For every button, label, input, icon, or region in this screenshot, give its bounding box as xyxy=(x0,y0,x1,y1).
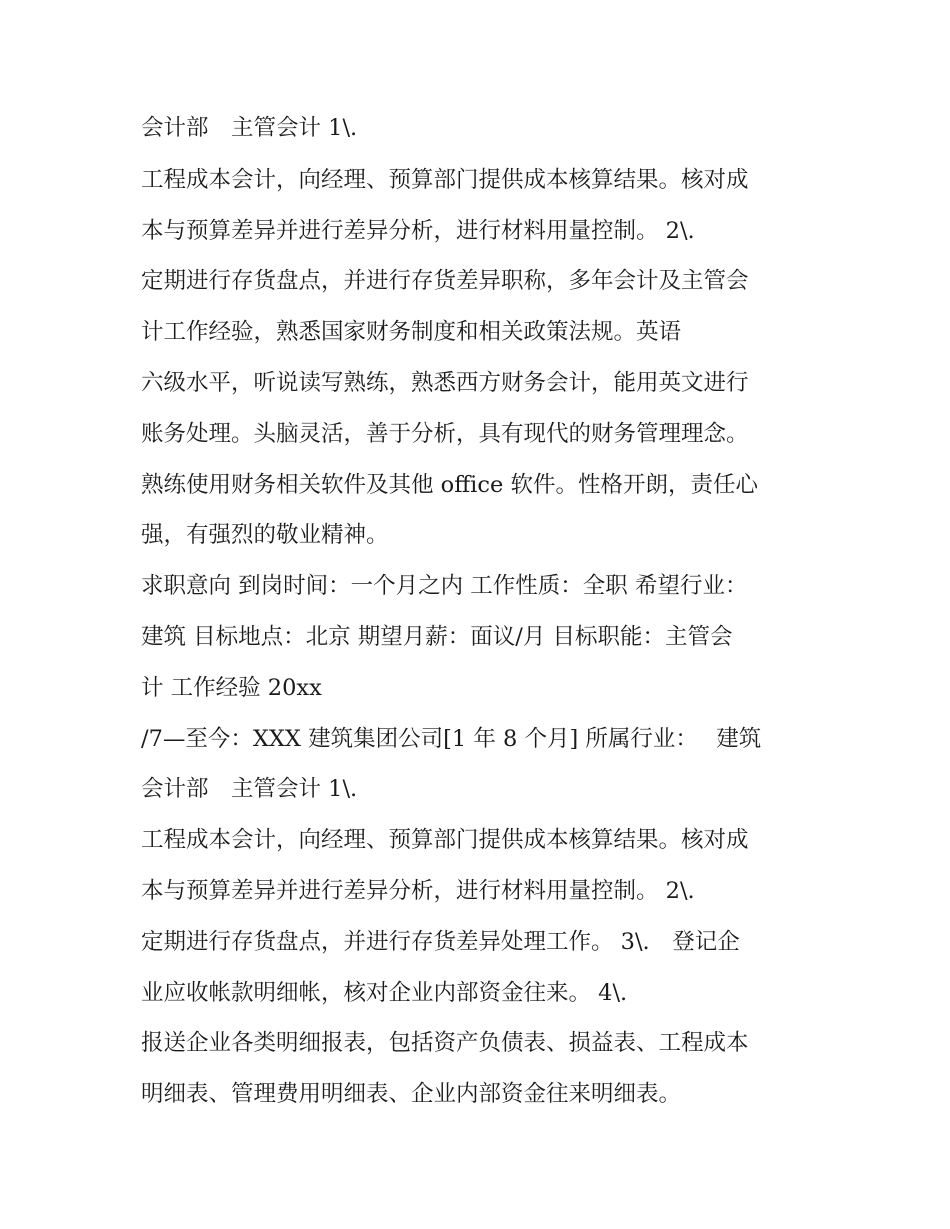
text-line: 工程成本会计，向经理、预算部门提供成本核算结果。核对成 xyxy=(141,167,749,193)
text-line: 强，有强烈的敬业精神。 xyxy=(141,522,389,548)
text-line: 工程成本会计，向经理、预算部门提供成本核算结果。核对成 xyxy=(141,827,749,853)
text-line: 求职意向 到岗时间：一个月之内 工作性质：全职 希望行业： xyxy=(141,573,748,599)
text-line: 定期进行存货盘点，并进行存货差异处理工作。 3\. 登记企 xyxy=(141,929,740,955)
text-line: 本与预算差异并进行差异分析，进行材料用量控制。 2\. xyxy=(141,878,695,904)
text-line: /7—至今：XXX 建筑集团公司[1 年 8 个月] 所属行业： 建筑 xyxy=(141,726,762,752)
text-line: 本与预算差异并进行差异分析，进行材料用量控制。 2\. xyxy=(141,218,695,244)
text-line: 熟练使用财务相关软件及其他 office 软件。性格开朗，责任心 xyxy=(141,472,758,498)
text-line: 定期进行存货盘点，并进行存货差异职称，多年会计及主管会 xyxy=(141,268,749,294)
text-line: 明细表、管理费用明细表、企业内部资金往来明细表。 xyxy=(141,1081,682,1107)
text-line: 六级水平，听说读写熟练，熟悉西方财务会计，能用英文进行 xyxy=(141,370,749,396)
text-line: 账务处理。头脑灵活，善于分析，具有现代的财务管理理念。 xyxy=(141,421,749,447)
text-line: 业应收帐款明细帐，核对企业内部资金往来。 4\. xyxy=(141,980,628,1006)
text-line: 报送企业各类明细报表，包括资产负债表、损益表、工程成本 xyxy=(141,1030,749,1056)
text-line: 会计部 主管会计 1\. xyxy=(141,115,358,141)
text-line: 计工作经验，熟悉国家财务制度和相关政策法规。英语 xyxy=(141,319,682,345)
text-line: 计 工作经验 20xx xyxy=(141,675,322,701)
text-line: 建筑 目标地点：北京 期望月薪：面议/月 目标职能：主管会 xyxy=(141,624,733,650)
text-line: 会计部 主管会计 1\. xyxy=(141,776,358,802)
